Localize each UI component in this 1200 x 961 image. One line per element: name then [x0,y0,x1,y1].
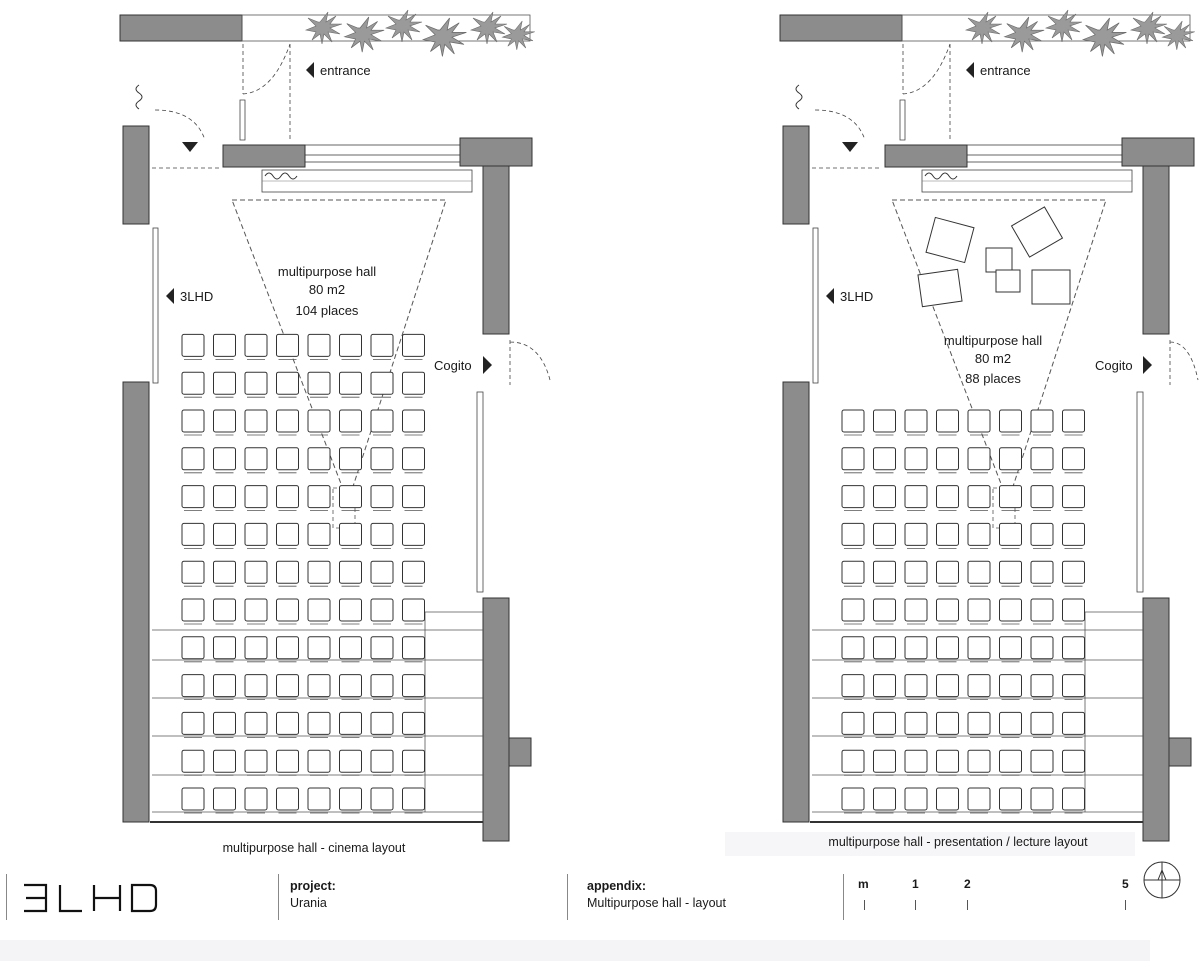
seat [842,712,864,734]
seat [340,410,362,432]
seat [937,637,959,659]
seat [1000,788,1022,810]
seat [340,788,362,810]
seat [1000,561,1022,583]
seat [245,448,267,470]
seat [937,599,959,621]
hall-name: multipurpose hall [943,333,1043,348]
seat [245,599,267,621]
seat [1000,712,1022,734]
seat [905,750,927,772]
seat [874,523,896,545]
seat [905,712,927,734]
seat [308,523,330,545]
seat [308,486,330,508]
seat [371,561,393,583]
seat [937,712,959,734]
footer-strip [0,940,1150,961]
seat [308,410,330,432]
plan-caption: multipurpose hall - cinema layout [222,841,406,855]
seat [340,372,362,394]
seat [340,712,362,734]
seat [245,788,267,810]
seat [1000,448,1022,470]
hall-area: 80 m2 [974,351,1012,366]
seat [1063,523,1085,545]
seat [245,523,267,545]
seat [277,486,299,508]
seat [1031,675,1053,697]
seat [937,675,959,697]
seat [182,523,204,545]
seat [182,561,204,583]
seat [968,599,990,621]
seat [1031,410,1053,432]
seat [968,712,990,734]
seat [905,486,927,508]
seat [371,788,393,810]
seat [340,675,362,697]
seat [277,448,299,470]
foliage-icon [966,10,1195,56]
seat [1000,637,1022,659]
seat [340,637,362,659]
seat [403,372,425,394]
seat [1063,448,1085,470]
door-arrow-icon [1143,356,1152,374]
seat [874,561,896,583]
seat [874,637,896,659]
seat [371,334,393,356]
seat [340,599,362,621]
seat [308,675,330,697]
seat [308,334,330,356]
seat [937,750,959,772]
seat [182,599,204,621]
seat [937,448,959,470]
seat [308,448,330,470]
seat [214,561,236,583]
seat [371,410,393,432]
seat [905,637,927,659]
seat [371,637,393,659]
top-wall [780,15,902,41]
seat [403,486,425,508]
seat [1031,599,1053,621]
seat [182,486,204,508]
seat [371,599,393,621]
seat [403,788,425,810]
seat [937,523,959,545]
seat [968,486,990,508]
seat [937,788,959,810]
seat [277,712,299,734]
seat [1063,712,1085,734]
plan-cinema [120,10,550,855]
seat [277,372,299,394]
seat [937,486,959,508]
seat [968,523,990,545]
seat [968,675,990,697]
seat [1063,637,1085,659]
seat [1063,599,1085,621]
seat [308,599,330,621]
seat [277,334,299,356]
seat [245,637,267,659]
hall-capacity: 88 places [965,371,1021,386]
seating-grid [842,410,1085,813]
seat [371,486,393,508]
seat [277,750,299,772]
door-arrow-icon [483,356,492,374]
seat [403,448,425,470]
seat [340,334,362,356]
seat [277,599,299,621]
top-wall [120,15,242,41]
side-door-left-label: 3LHD [180,289,214,304]
seat [214,372,236,394]
seat [403,334,425,356]
seat [403,675,425,697]
plan-presentation [725,10,1198,856]
door-arrow-icon [166,288,174,304]
seat [874,410,896,432]
entrance-arrow-icon [966,62,974,78]
seat [371,675,393,697]
seat [182,675,204,697]
seat [308,788,330,810]
seat [214,486,236,508]
seat [214,599,236,621]
seat [403,750,425,772]
foliage-icon [306,10,535,56]
seat [277,561,299,583]
seat [1031,750,1053,772]
seat [1063,410,1085,432]
seat [968,637,990,659]
seat [842,523,864,545]
seat [340,750,362,772]
seat [403,410,425,432]
seat [874,675,896,697]
seat [308,372,330,394]
seat [842,561,864,583]
seat [1031,788,1053,810]
seat [245,334,267,356]
seat [403,637,425,659]
seat [340,561,362,583]
hall-name: multipurpose hall [277,264,377,279]
seat [214,523,236,545]
seat [905,599,927,621]
seat [1063,788,1085,810]
scale-label-5: 5 [1122,877,1129,891]
seat [1031,448,1053,470]
seat [340,523,362,545]
seat [182,788,204,810]
armchair-icon [918,207,1070,307]
seat [1000,523,1022,545]
seat [245,750,267,772]
seat [937,410,959,432]
seat [308,637,330,659]
seat [214,750,236,772]
seat [245,486,267,508]
seat [182,448,204,470]
seat [182,334,204,356]
seat [1000,750,1022,772]
scale-tick [1125,900,1126,910]
seat [905,675,927,697]
seat [968,750,990,772]
seat [403,523,425,545]
seat [308,712,330,734]
appendix-value: Multipurpose hall - layout [587,896,726,910]
seat [214,675,236,697]
project-label: project: [290,879,336,893]
scale-label-1: 1 [912,877,919,891]
seat [245,712,267,734]
hall-area: 80 m2 [308,282,346,297]
seat [214,637,236,659]
seat [214,334,236,356]
seat [245,410,267,432]
seat [1031,523,1053,545]
scale-label-m: m [858,877,869,891]
seat [968,410,990,432]
seat [214,712,236,734]
scale-tick [915,900,916,910]
seat [214,448,236,470]
scale-tick [967,900,968,910]
seat [874,788,896,810]
hall-capacity: 104 places [295,303,359,318]
seat [937,561,959,583]
seat [1063,486,1085,508]
seat [340,486,362,508]
seat [842,788,864,810]
entrance-arrow-icon [306,62,314,78]
seat [182,750,204,772]
seat [1031,486,1053,508]
seat [1031,712,1053,734]
seat [874,712,896,734]
seat [308,750,330,772]
seat [842,448,864,470]
seat [842,750,864,772]
side-door-left-label: 3LHD [840,289,874,304]
seat [277,788,299,810]
seat [182,637,204,659]
seat [874,599,896,621]
seat [968,561,990,583]
seat [182,712,204,734]
seat [1063,675,1085,697]
seat [905,561,927,583]
seat [1000,599,1022,621]
seat [1031,561,1053,583]
logo-3lhd [22,882,162,914]
plan-caption: multipurpose hall - presentation / lecture layout [828,835,1088,849]
seat [968,788,990,810]
door-arrow-icon [826,288,834,304]
seat [371,712,393,734]
seat [842,637,864,659]
seat [214,788,236,810]
scale-tick [864,900,865,910]
seat [245,372,267,394]
seat [1000,486,1022,508]
seat [277,637,299,659]
seat [371,523,393,545]
seat [371,750,393,772]
seating-grid [182,334,425,813]
seat [245,561,267,583]
seat [874,750,896,772]
entrance-label: entrance [980,63,1031,78]
seat [371,372,393,394]
scale-label-2: 2 [964,877,971,891]
seat [905,448,927,470]
seat [308,561,330,583]
side-door-right-label: Cogito [434,358,472,373]
seat [968,448,990,470]
seat [905,523,927,545]
seat [905,788,927,810]
seat [403,561,425,583]
seat [1063,750,1085,772]
seat [842,599,864,621]
seat [182,410,204,432]
seat [1063,561,1085,583]
entrance-label: entrance [320,63,371,78]
appendix-label: appendix: [587,879,647,893]
seat [1031,637,1053,659]
seat [277,410,299,432]
seat [245,675,267,697]
seat [371,448,393,470]
seat [1000,410,1022,432]
seat [874,448,896,470]
seat [842,486,864,508]
seat [874,486,896,508]
seat [340,448,362,470]
seat [403,599,425,621]
project-value: Urania [290,896,327,910]
seat [277,675,299,697]
side-door-right-label: Cogito [1095,358,1133,373]
seat [277,523,299,545]
north-arrow-icon [1140,858,1184,902]
seat [842,410,864,432]
seat [214,410,236,432]
seat [1000,675,1022,697]
seat [182,372,204,394]
seat [842,675,864,697]
seat [403,712,425,734]
seat [905,410,927,432]
